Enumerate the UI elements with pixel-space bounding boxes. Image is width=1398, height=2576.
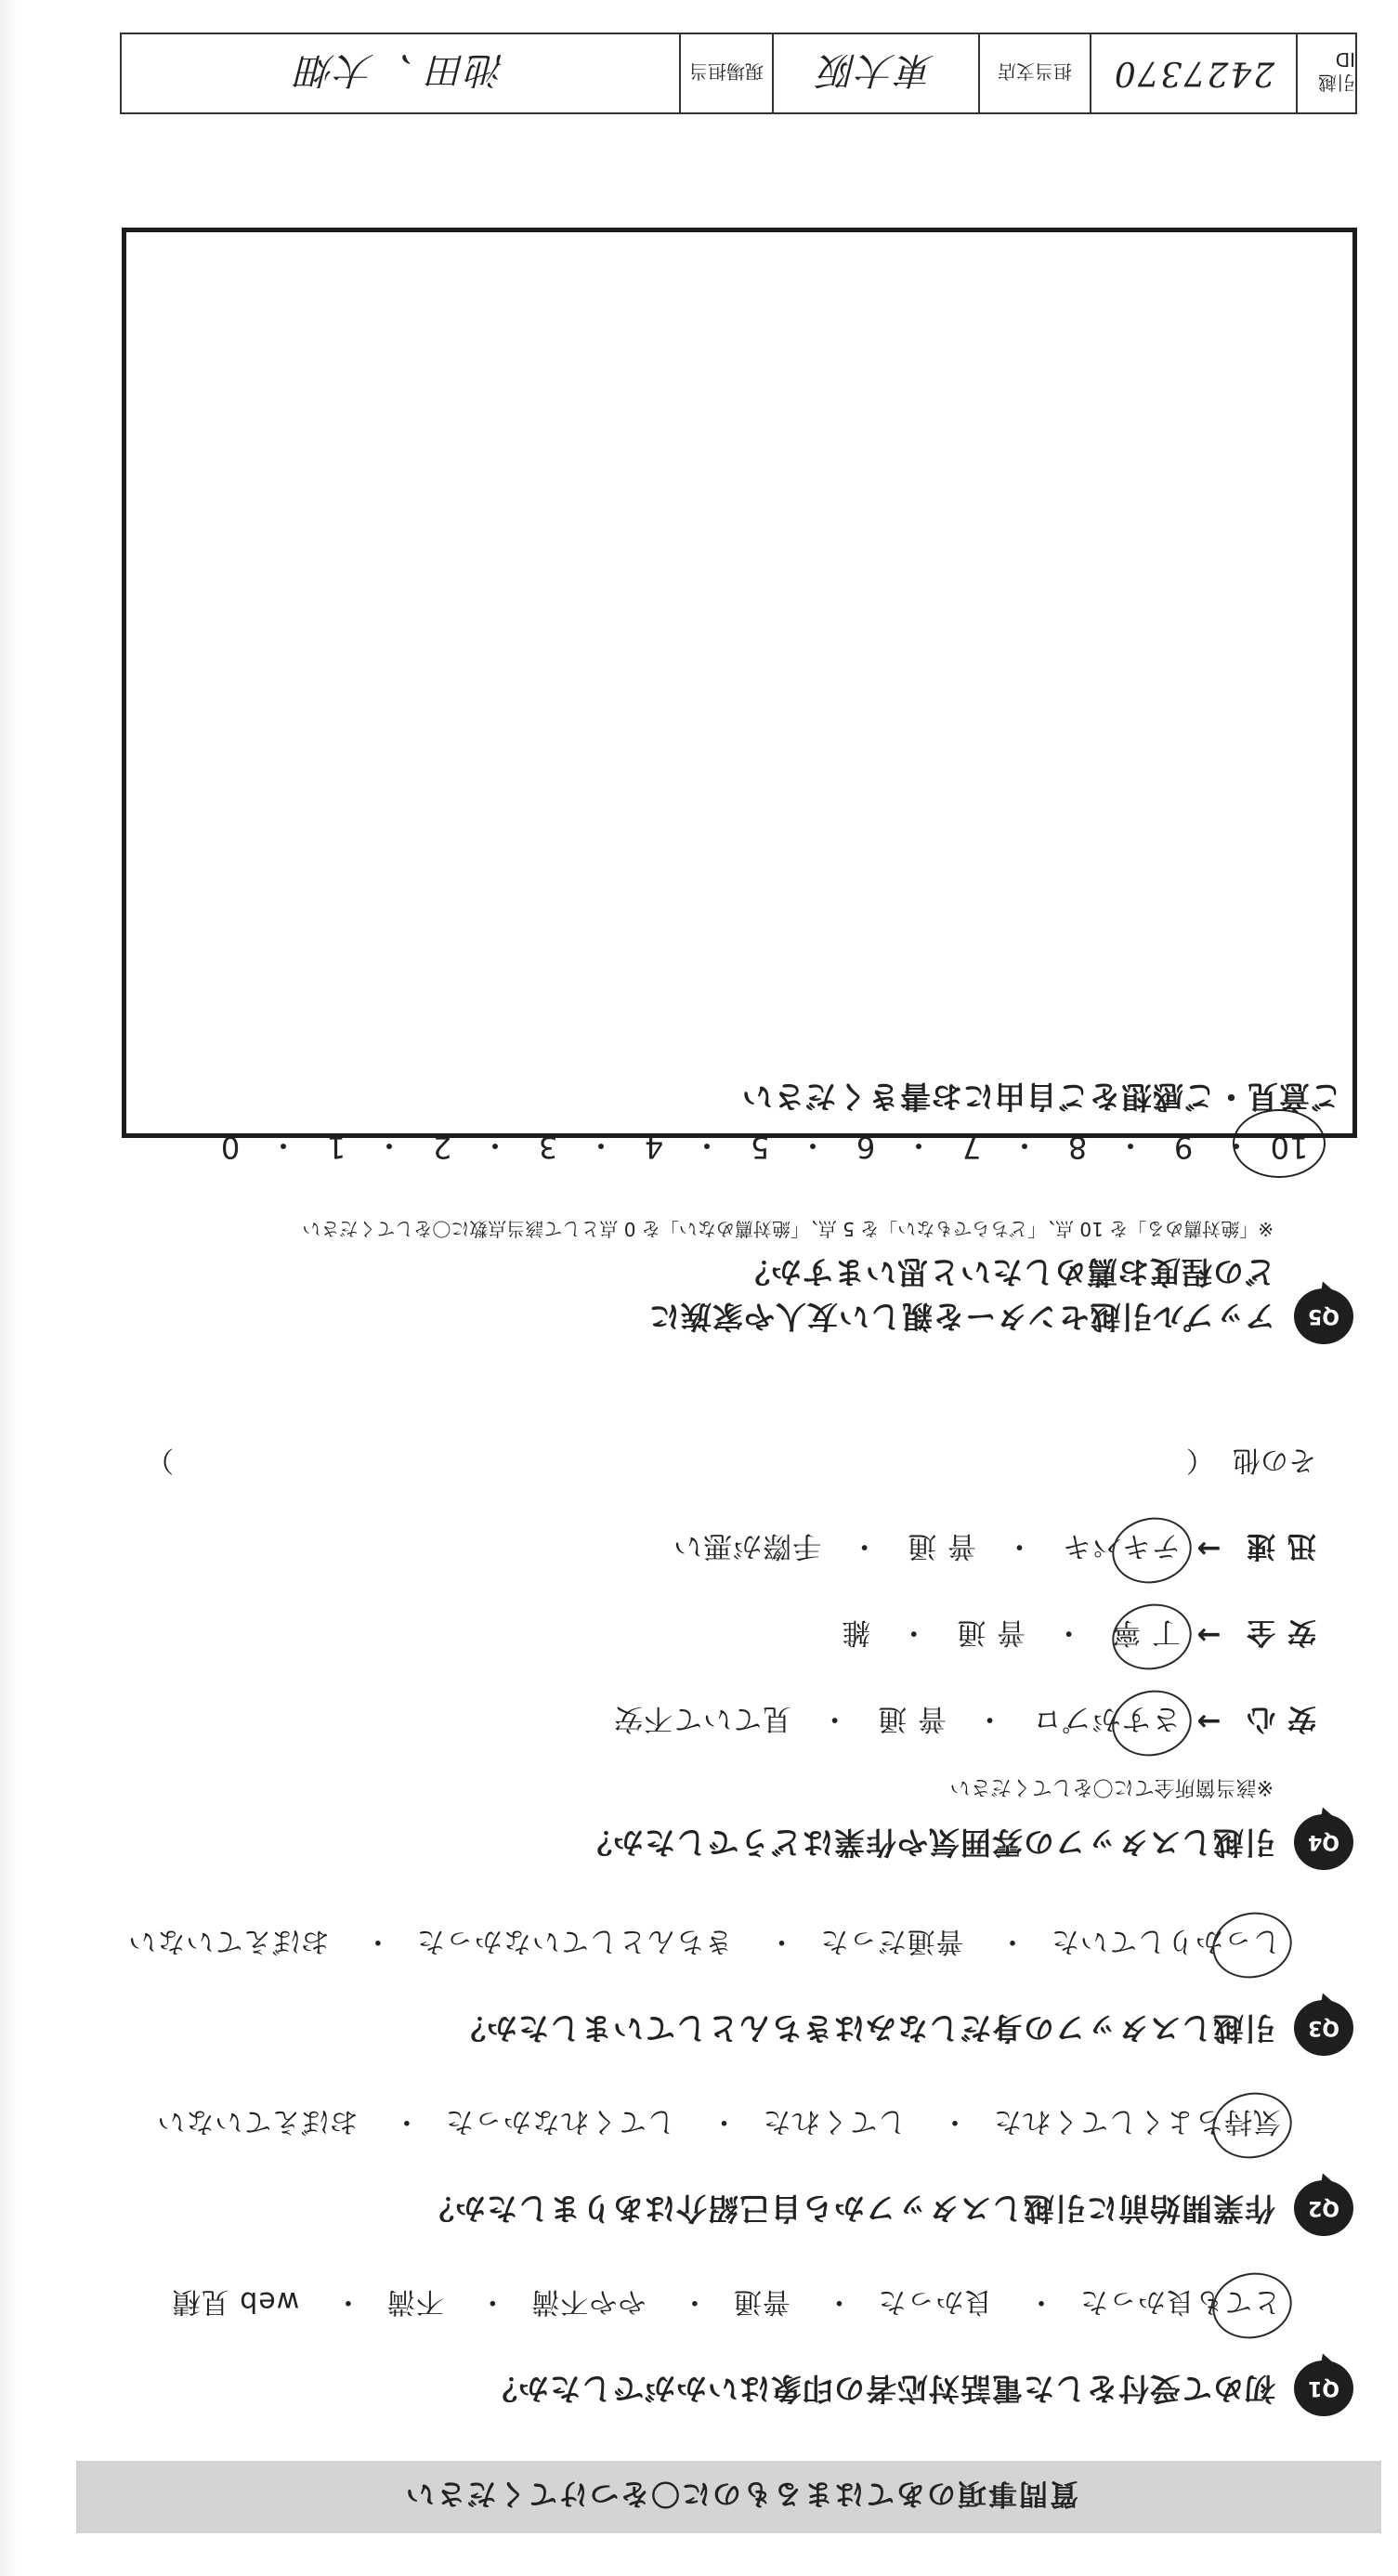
q3-option-normal[interactable]: 普通だった — [819, 1925, 964, 1957]
q1-option-somewhat-dissatisfied[interactable]: やや不満 — [530, 2285, 647, 2318]
question-5 — [16, 1126, 1353, 1344]
question-4 — [16, 1443, 1353, 1870]
q4-option-efficient[interactable]: テキパキ — [1062, 1528, 1181, 1570]
q5-score-1[interactable]: 1 — [326, 1130, 346, 1166]
move-id-label: 引越 ID — [1296, 34, 1355, 112]
branch-label: 担当支店 — [978, 34, 1090, 112]
q4-row-label: 安 全 — [1246, 1615, 1316, 1649]
q3-option-neat[interactable]: しっかりしていた — [1051, 1924, 1281, 1965]
q4-other — [16, 1443, 1353, 1484]
q4-other-open-paren: （ — [1186, 1444, 1214, 1476]
q1-text: 初めて受付をした電話対応者の印象はいかがでしたか？ — [486, 2371, 1275, 2407]
q5-score-0[interactable]: 0 — [220, 1130, 241, 1166]
q4-badge: Q4 — [1288, 1805, 1353, 1870]
question-1 — [16, 2284, 1353, 2416]
instruction-banner — [76, 2461, 1381, 2533]
q4-option-careful[interactable]: 丁 寧 — [1111, 1615, 1181, 1656]
q5-text — [648, 1249, 1275, 1344]
q4-option-worrying[interactable]: 見ていて不安 — [613, 1702, 792, 1735]
q1-option-very-good[interactable]: とても良かった — [1079, 2284, 1281, 2325]
q2-badge: Q2 — [1288, 2171, 1353, 2236]
q4-row-speed: 迅 速 → テキパキ ・ 普 通 ・ 手際が悪い — [16, 1528, 1316, 1570]
q3-text: 引越しスタッフの身だしなみはきちんとしていましたか？ — [454, 2010, 1275, 2046]
q2-option-dont-remember[interactable]: おぼえていない — [156, 2105, 359, 2138]
move-id-value: 2427370 — [1090, 34, 1296, 112]
q4-option-rough[interactable]: 雑 — [841, 1615, 871, 1649]
q2-option-did-not[interactable]: してくれなかった — [444, 2105, 675, 2138]
arrow-right-icon: → — [1195, 1618, 1222, 1653]
arrow-right-icon: → — [1195, 1532, 1222, 1566]
q5-score-8[interactable]: 8 — [1067, 1130, 1088, 1166]
q5-badge: Q5 — [1288, 1279, 1353, 1344]
q4-option-professional[interactable]: さすがプロ — [1032, 1701, 1181, 1743]
q4-row-reliability: 安 心 → さすがプロ ・ 普 通 ・ 見ていて不安 — [16, 1701, 1316, 1743]
staff-value: 池田 、大畑 — [295, 48, 505, 92]
q1-badge: Q1 — [1288, 2351, 1353, 2416]
q5-score-9[interactable]: 9 — [1173, 1130, 1194, 1166]
q5-score-3[interactable]: 3 — [538, 1130, 558, 1166]
q5-scale: 10 ・ 9 ・ 8 ・ 7 ・ 6 ・ 5 ・ 4 ・ 3 ・ 2 ・ 1 ・ 0 — [16, 1126, 1353, 1169]
q3-badge: Q3 — [1288, 1991, 1353, 2056]
q1-option-normal[interactable]: 普通 — [732, 2285, 790, 2318]
staff-label: 現場担当 — [679, 34, 772, 112]
q5-score-2[interactable]: 2 — [432, 1130, 452, 1166]
q4-text: 引越しスタッフの雰囲気や作業はどうでしたか？ — [581, 1824, 1275, 1861]
q5-score-10[interactable]: 10 — [1262, 1130, 1316, 1165]
comments-box[interactable] — [122, 228, 1357, 1138]
q5-score-5[interactable]: 5 — [750, 1130, 770, 1166]
id-table — [120, 33, 1357, 114]
instruction-text: 質問事項のあてはまるものに〇をつけてください — [404, 2477, 1078, 2511]
q3-options: しっかりしていた・ 普通だった・ きちんとしていなかった・ おぼえていない — [16, 1924, 1353, 1965]
question-3 — [16, 1924, 1353, 2056]
q4-rows — [16, 1528, 1353, 1743]
q5-note: ※「絶対薦める」を 10 点、「どちらでもない」を 5 点、「絶対薦めない」を 0 点として該当点数に〇をしてください — [302, 1218, 1274, 1241]
q4-other-close-paren: ） — [146, 1444, 174, 1476]
q1-option-web-estimate[interactable]: web 見積 — [171, 2285, 300, 2318]
q3-option-dont-remember[interactable]: おぼえていない — [127, 1925, 330, 1957]
q3-option-not-neat[interactable]: きちんとしていなかった — [415, 1925, 733, 1957]
q1-options: とても良かった・ 良かった・ 普通・ やや不満・ 不満・ web 見積 — [16, 2284, 1353, 2325]
q5-score-6[interactable]: 6 — [856, 1130, 876, 1166]
q4-note: ※該当箇所全てに〇をしてください — [949, 1775, 1274, 1798]
q4-option-normal[interactable]: 普 通 — [877, 1702, 947, 1735]
scan-edge — [0, 0, 17, 2576]
q4-row-label: 安 心 — [1246, 1702, 1316, 1735]
question-2 — [16, 2104, 1353, 2236]
q4-other-label: その他 — [1233, 1444, 1316, 1476]
q4-option-clumsy[interactable]: 手際が悪い — [673, 1529, 822, 1563]
branch-value: 東大阪 — [772, 34, 978, 112]
q4-option-normal[interactable]: 普 通 — [907, 1529, 976, 1563]
q2-options: 気持ちよくしてくれた・ してくれた・ してくれなかった・ おぼえていない — [16, 2104, 1353, 2145]
arrow-right-icon: → — [1195, 1705, 1222, 1739]
q1-option-good[interactable]: 良かった — [877, 2285, 993, 2318]
q5-text-line-2: どの程度お薦めしたいと思いますか？ — [738, 1254, 1275, 1291]
q2-option-pleasantly[interactable]: 気持ちよくしてくれた — [993, 2104, 1281, 2145]
q2-text: 作業開始前に引越しスタッフから自己紹介はありましたか？ — [423, 2190, 1275, 2227]
q1-option-dissatisfied[interactable]: 不満 — [385, 2285, 444, 2318]
q5-score-4[interactable]: 4 — [644, 1130, 664, 1166]
q4-row-label: 迅 速 — [1246, 1529, 1316, 1563]
comments-title: ご意見・ご感想をご自由にお書きください — [741, 1079, 1341, 1115]
q4-option-normal[interactable]: 普 通 — [956, 1615, 1026, 1649]
q4-row-safety: 安 全 → 丁 寧 ・ 普 通 ・ 雑 — [16, 1615, 1316, 1656]
q5-score-7[interactable]: 7 — [961, 1130, 982, 1166]
q2-option-did[interactable]: してくれた — [762, 2105, 907, 2138]
q5-text-line-1: アップル引越センターを親しい友人や家族に — [647, 1299, 1275, 1335]
